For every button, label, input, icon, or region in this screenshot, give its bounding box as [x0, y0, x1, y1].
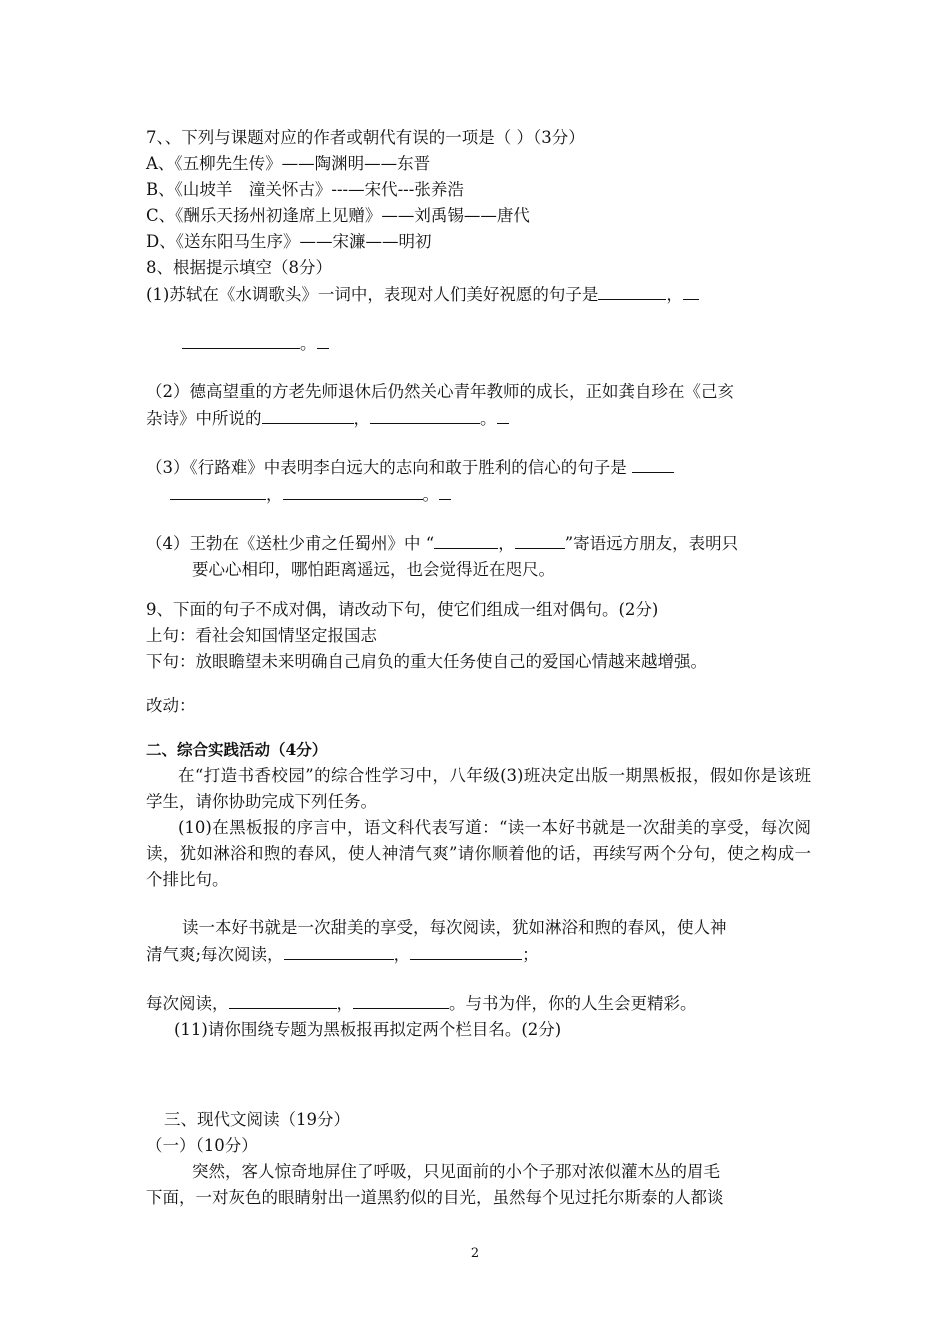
period: 。 — [300, 334, 317, 353]
page-content — [146, 125, 811, 1211]
comma: ， — [266, 485, 283, 504]
answer-blank[interactable] — [683, 281, 699, 300]
q9-stem: 9、下面的句子不成对偶，请改动下句，使它们组成一组对偶句。(2分) — [146, 600, 659, 619]
q8-stem: 8、根据提示填空（8分） — [146, 258, 332, 277]
q8-item4-suffix: ”寄语远方朋友，表明只 — [564, 534, 739, 553]
q8-item3 — [146, 454, 811, 481]
period: 。 — [480, 409, 497, 428]
q9-lower: 下句：放眼瞻望未来明确自己肩负的重大任务使自己的爱国心情越来越增强。 — [146, 652, 707, 671]
period: 。 — [422, 485, 439, 504]
comma: ， — [666, 285, 683, 304]
answer-blank[interactable] — [182, 330, 300, 349]
answer-blank[interactable] — [515, 530, 565, 549]
q8-item1-text: (1)苏轼在《水调歌头》一词中，表现对人们美好祝愿的句子是 — [146, 285, 599, 304]
answer-blank[interactable] — [598, 281, 666, 300]
section3-passage-line2: 下面，一对灰色的眼睛射出一道黑豹似的目光，虽然每个见过托尔斯泰的人都谈 — [146, 1188, 724, 1207]
q7-option-a: A、《五柳先生传》——陶渊明——东晋 — [146, 154, 431, 173]
q8-item2-line1: （2）德高望重的方老先师退休后仍然关心青年教师的成长，正如龚自珍在《己亥 — [146, 382, 734, 401]
section2-q10: (10)在黑板报的序言中，语文科代表写道：“读一本好书就是一次甜美的享受，每次阅读，犹如淋浴和煦的春风，使人神清气爽”请你顺着他的话，再续写两个分句，使之构成一个排比句。 — [146, 818, 811, 889]
q9-upper: 上句：看社会知国情坚定报国志 — [146, 626, 377, 645]
comma: ， — [498, 534, 515, 553]
answer-blank[interactable] — [632, 454, 674, 473]
q8-item3-line2 — [146, 481, 811, 508]
q8-item2-line2 — [146, 405, 811, 432]
answer-blank[interactable] — [262, 405, 354, 424]
section2-title: 二、综合实践活动（4分） — [146, 740, 328, 759]
q7-option-c: C、《酬乐天扬州初逢席上见赠》——刘禹锡——唐代 — [146, 206, 530, 225]
comma: ， — [336, 994, 353, 1013]
section3-passage-line1: 突然，客人惊奇地屏住了呼吸，只见面前的小个子那对浓似灌木丛的眉毛 — [192, 1162, 720, 1181]
section2-answer-line1: 读一本好书就是一次甜美的享受，每次阅读，犹如淋浴和煦的春风，使人神 — [182, 918, 727, 937]
q8-item3-text: （3）《行路难》中表明李白远大的志向和敢于胜利的信心的句子是 — [146, 458, 627, 477]
answer-line3-prefix: 每次阅读， — [146, 994, 229, 1013]
answer-blank[interactable] — [497, 405, 509, 424]
q7-option-d: D、《送东阳马生序》——宋濂——明初 — [146, 232, 432, 251]
answer-blank[interactable] — [410, 941, 522, 960]
q8-item1-line2 — [146, 330, 811, 357]
answer-blank[interactable] — [283, 481, 423, 500]
section2-answer-line3 — [146, 990, 811, 1017]
q9-change: 改动： — [146, 696, 196, 715]
section2-q11: (11)请你围绕专题为黑板报再拟定两个栏目名。(2分) — [174, 1020, 562, 1039]
answer-line3-suffix: 。与书为伴，你的人生会更精彩。 — [449, 994, 697, 1013]
comma: ， — [353, 409, 370, 428]
q8-item1 — [146, 281, 811, 308]
q8-item4-line2: 要心心相印，哪怕距离遥远，也会觉得近在咫尺。 — [192, 560, 555, 579]
q8-item2-line2-text: 杂诗》中所说的 — [146, 409, 262, 428]
q7-option-b: B、《山坡羊 潼关怀古》---—宋代---张养浩 — [146, 180, 464, 199]
semicolon: ； — [522, 945, 539, 964]
section3-title: 三、现代文阅读（19分） — [164, 1110, 350, 1129]
answer-blank[interactable] — [434, 530, 498, 549]
comma: ， — [393, 945, 411, 964]
page-number: 2 — [470, 1246, 480, 1261]
section3-part1: （一）（10分） — [146, 1136, 258, 1155]
section2-intro: 在“打造书香校园”的综合性学习中，八年级(3)班决定出版一期黑板报，假如你是该班学生，请你协助完成下列任务。 — [146, 766, 811, 811]
answer-blank[interactable] — [439, 481, 451, 500]
section2-answer-line2 — [146, 941, 811, 968]
answer-blank[interactable] — [170, 481, 266, 500]
answer-blank[interactable] — [317, 330, 329, 349]
q8-item4 — [146, 530, 811, 557]
answer-line2-prefix: 清气爽;每次阅读， — [146, 945, 284, 964]
q8-item4-prefix: （4）王勃在《送杜少甫之任蜀州》中 “ — [146, 534, 435, 553]
answer-blank[interactable] — [370, 405, 480, 424]
q7-stem: 7、、下列与课题对应的作者或朝代有误的一项是（ ）（3分） — [146, 128, 585, 147]
answer-blank[interactable] — [284, 941, 394, 960]
answer-blank[interactable] — [229, 990, 337, 1009]
answer-blank[interactable] — [353, 990, 449, 1009]
